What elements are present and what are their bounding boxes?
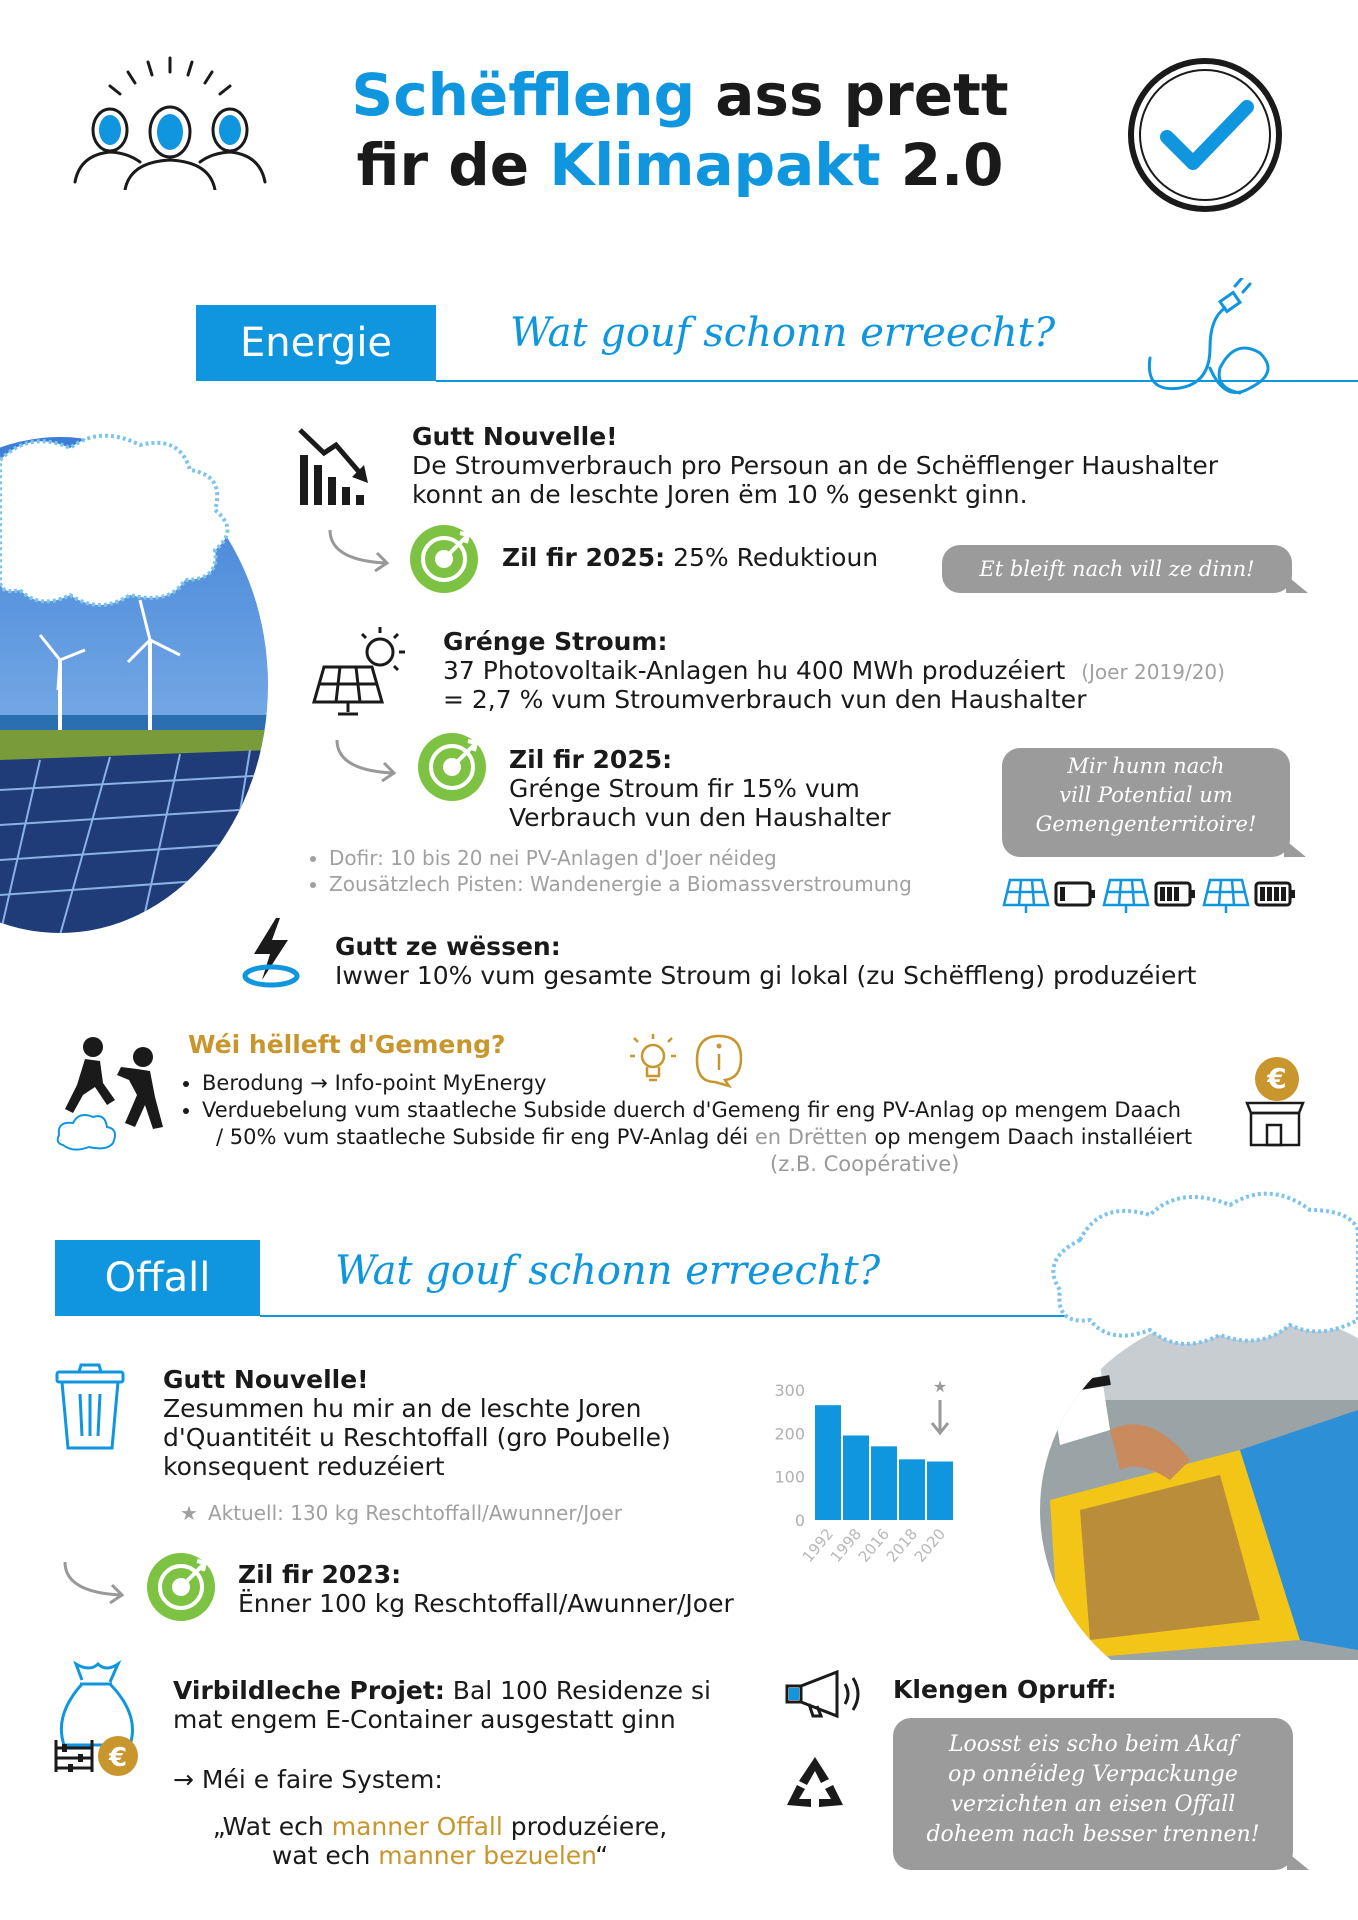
trash-bin-icon bbox=[55, 1362, 125, 1452]
energie-bubble2: Mir hunn nach vill Potential um Gemengenterritoire! bbox=[1002, 748, 1290, 857]
target-icon bbox=[418, 733, 486, 801]
money-bag-icon bbox=[52, 1660, 142, 1780]
bar bbox=[843, 1436, 869, 1521]
star-icon: ★ bbox=[180, 1501, 198, 1525]
section-energie-label: Energie bbox=[196, 305, 436, 381]
y-tick-label: 300 bbox=[774, 1381, 805, 1400]
help-item-2: • Verduebelung vum staatleche Subside duerch d'Gemeng fir eng PV-Anlag op mengem Daach bbox=[202, 1097, 1192, 1124]
energie-news bbox=[412, 422, 1218, 509]
plug-icon bbox=[1140, 278, 1290, 408]
help-item-2-cont: / 50% vum staatleche Subside fir eng PV-Anlag déi en Drëtten op mengem Daach installéiert bbox=[216, 1125, 1193, 1149]
energie-bullets bbox=[305, 845, 912, 897]
offall-heading: Wat gouf schonn erreecht? bbox=[335, 1248, 881, 1294]
energie-bubble1: Et bleift nach vill ze dinn! bbox=[942, 545, 1292, 593]
y-tick-label: 200 bbox=[774, 1424, 805, 1444]
y-tick-label: 100 bbox=[774, 1467, 805, 1487]
people-idea-icon bbox=[70, 50, 270, 190]
annotation-star: ★ bbox=[932, 1377, 948, 1396]
x-tick-label: 2016 bbox=[854, 1525, 894, 1566]
energie-goal1: Zil fir 2025: 25% Reduktioun bbox=[502, 543, 879, 572]
energie-goal2: Zil fir 2025: Grénge Stroum fir 15% vum Verbrauch vun den Haushalter bbox=[509, 745, 891, 832]
page-title: Schëffleng ass prett fir de Klimapakt 2.0 bbox=[351, 61, 1009, 199]
y-tick-label: 0 bbox=[794, 1511, 805, 1530]
project: Virbildleche Projet: Bal 100 Residenze si mat engem E-Container ausgestatt ginn bbox=[173, 1676, 711, 1734]
wind-solar-photo bbox=[0, 430, 270, 935]
offall-bubble: Loosst eis scho beim Akaf op onnéideg Verpackunge verzichten an eisen Offall doheem nach besser trennen! bbox=[893, 1718, 1293, 1870]
euro-coin-icon: € bbox=[108, 1743, 128, 1773]
section-offall-divider bbox=[260, 1315, 1130, 1317]
curved-arrow-icon bbox=[60, 1557, 130, 1607]
offall-goal: Zil fir 2023: Ënner 100 kg Reschtoffall/Awunner/Joer bbox=[238, 1560, 734, 1618]
recycle-icon bbox=[785, 1755, 845, 1813]
helping-hands-icon bbox=[55, 1035, 170, 1155]
target-icon bbox=[147, 1553, 215, 1621]
bar bbox=[927, 1462, 953, 1521]
help-title: Wéi hëlleft d'Gemeng? bbox=[188, 1030, 506, 1059]
green-power-title: Grénge Stroum: bbox=[443, 627, 668, 656]
euro-coin-icon: € bbox=[1255, 1057, 1299, 1101]
solar-panel-icon bbox=[310, 622, 410, 717]
energie-heading: Wat gouf schonn erreecht? bbox=[510, 310, 1056, 356]
x-tick-label: 2018 bbox=[882, 1525, 922, 1566]
x-tick-label: 2020 bbox=[910, 1525, 950, 1566]
good-to-know: Gutt ze wëssen: Iwwer 10% vum gesamte Stroum gi lokal (zu Schëffleng) produzéiert bbox=[335, 932, 1197, 990]
quote: „Wat ech manner Offall produzéiere, wat ech manner bezuelen“ bbox=[212, 1812, 668, 1870]
curved-arrow-icon bbox=[325, 525, 395, 575]
x-tick-label: 1992 bbox=[798, 1525, 838, 1566]
green-power bbox=[443, 627, 1225, 714]
target-icon bbox=[410, 525, 478, 593]
energie-bullet1: • Dofir: 10 bis 20 nei PV-Anlagen d'Joer néideg bbox=[329, 845, 912, 871]
lightning-location-icon bbox=[240, 918, 302, 988]
decrease-chart-icon bbox=[298, 425, 376, 505]
offall-news: Gutt Nouvelle! Zesummen hu mir an de leschte Joren d'Quantitéit u Reschtoffall (gro Poubelle) konsequent reduzéiert bbox=[163, 1365, 671, 1481]
energie-news-line2: konnt an de leschte Joren ëm 10 % gesenkt ginn. bbox=[412, 480, 1028, 509]
offall-news-title: Gutt Nouvelle! bbox=[163, 1365, 369, 1394]
energie-news-title: Gutt Nouvelle! bbox=[412, 422, 618, 451]
energie-bullet2: • Zousätzlech Pisten: Wandenergie a Biomassverstroumung bbox=[329, 871, 912, 897]
green-power-line2: = 2,7 % vum Stroumverbrauch vun den Haushalter bbox=[443, 685, 1087, 714]
bar bbox=[815, 1405, 841, 1520]
x-tick-label: 1998 bbox=[826, 1525, 866, 1566]
solar-battery-icons bbox=[1002, 875, 1302, 917]
waste-bar-chart bbox=[765, 1370, 975, 1585]
green-power-year: (Joer 2019/20) bbox=[1081, 660, 1225, 684]
help-item-1: • Berodung → Info-point MyEnergy bbox=[202, 1070, 1192, 1097]
checkmark-icon bbox=[1125, 55, 1285, 215]
megaphone-icon bbox=[785, 1670, 870, 1720]
fair-system: → Méi e faire System: bbox=[173, 1765, 443, 1794]
bar bbox=[871, 1446, 897, 1520]
green-power-line1: 37 Photovoltaik-Anlagen hu 400 MWh produzéiert bbox=[443, 656, 1066, 685]
euro-house-icon bbox=[1245, 1057, 1305, 1147]
call-title: Klengen Opruff: bbox=[893, 1675, 1117, 1704]
help-list bbox=[180, 1070, 1192, 1178]
recycling-photo bbox=[1020, 1180, 1358, 1660]
curved-arrow-icon bbox=[332, 735, 402, 785]
energie-news-line1: De Stroumverbrauch pro Persoun an de Schëfflenger Haushalter bbox=[412, 451, 1218, 480]
section-offall-label: Offall bbox=[55, 1240, 260, 1316]
offall-current: ★ Aktuell: 130 kg Reschtoffall/Awunner/Joer bbox=[180, 1501, 622, 1525]
bar bbox=[899, 1459, 925, 1520]
help-item-2-example: (z.B. Coopérative) bbox=[770, 1152, 960, 1176]
annotation-arrow bbox=[932, 1400, 948, 1433]
